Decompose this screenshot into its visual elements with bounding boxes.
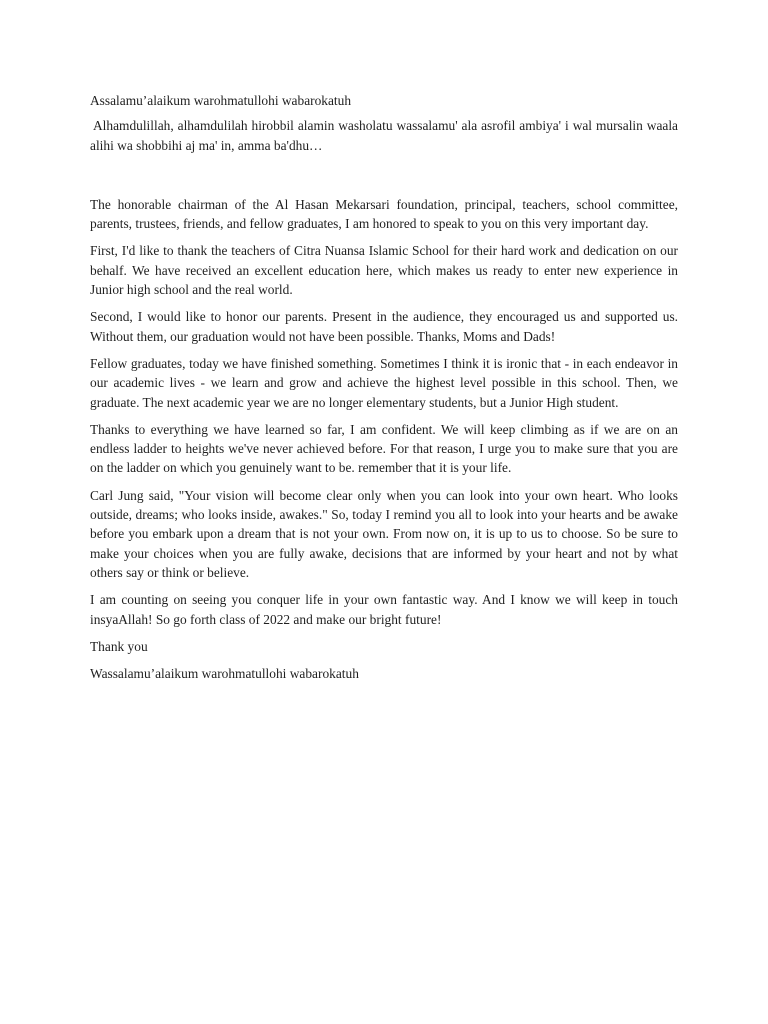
document-page	[90, 91, 678, 691]
farewell-line: Wassalamu’alaikum warohmatullohi wabarokatuh	[90, 666, 359, 682]
paragraph-confidence: Thanks to everything we have learned so far, I am confident. We will keep climbing as if we are on an endless ladder to heights we've never achieved before. For that reason, I urge you to make sure that you are on the ladder on which you genuinely want to be. remember that it is your life.	[90, 421, 678, 476]
opening-paragraph: Alhamdulillah, alhamdulilah hirobbil alamin washolatu wassalamu' ala asrofil ambiya' i wal mursalin waala alihi wa shobbihi aj ma' in, amma ba'dhu…	[90, 118, 678, 153]
paragraph-salutation: The honorable chairman of the Al Hasan Mekarsari foundation, principal, teachers, school committee, parents, trustees, friends, and fellow graduates, I am honored to speak to you on this very important day.	[90, 196, 678, 232]
paragraph-honor-parents: Second, I would like to honor our parents. Present in the audience, they encouraged us and supported us. Without them, our graduation would not have been possible. Thanks, Moms and Dads!	[90, 309, 678, 344]
paragraph-thank-teachers: First, I'd like to thank the teachers of Citra Nuansa Islamic School for their hard work and dedication on our behalf. We have received an excellent education here, which makes us ready to enter new experience in Junior high school and the real world.	[90, 243, 678, 298]
paragraph-fellow-graduates: Fellow graduates, today we have finished something. Sometimes I think it is ironic that - in each endeavor in our academic lives - we learn and grow and achieve the highest level possible in this school. Then, we graduate. The next academic year we are no longer elementary students, but a Junior High student.	[90, 355, 678, 410]
paragraph-carl-jung-quote: Carl Jung said, "Your vision will become clear only when you can look into your own heart. Who looks outside, dreams; who looks inside, awakes." So, today I remind you all to look into your hearts and be awake before you embark upon a dream that is not your own. From now on, it is up to us to choose. So be sure to make your choices when you are fully awake, decisions that are informed by your heart and not by what others say or think or believe.	[90, 487, 678, 580]
thank-you-line: Thank you	[90, 638, 148, 654]
greeting-line: Assalamu’alaikum warohmatullohi wabarokatuh	[90, 93, 352, 108]
paragraph-conclusion: I am counting on seeing you conquer life in your own fantastic way. And I know we will keep in touch insyaAllah! So go forth class of 2022 and make our bright future!	[90, 592, 678, 627]
